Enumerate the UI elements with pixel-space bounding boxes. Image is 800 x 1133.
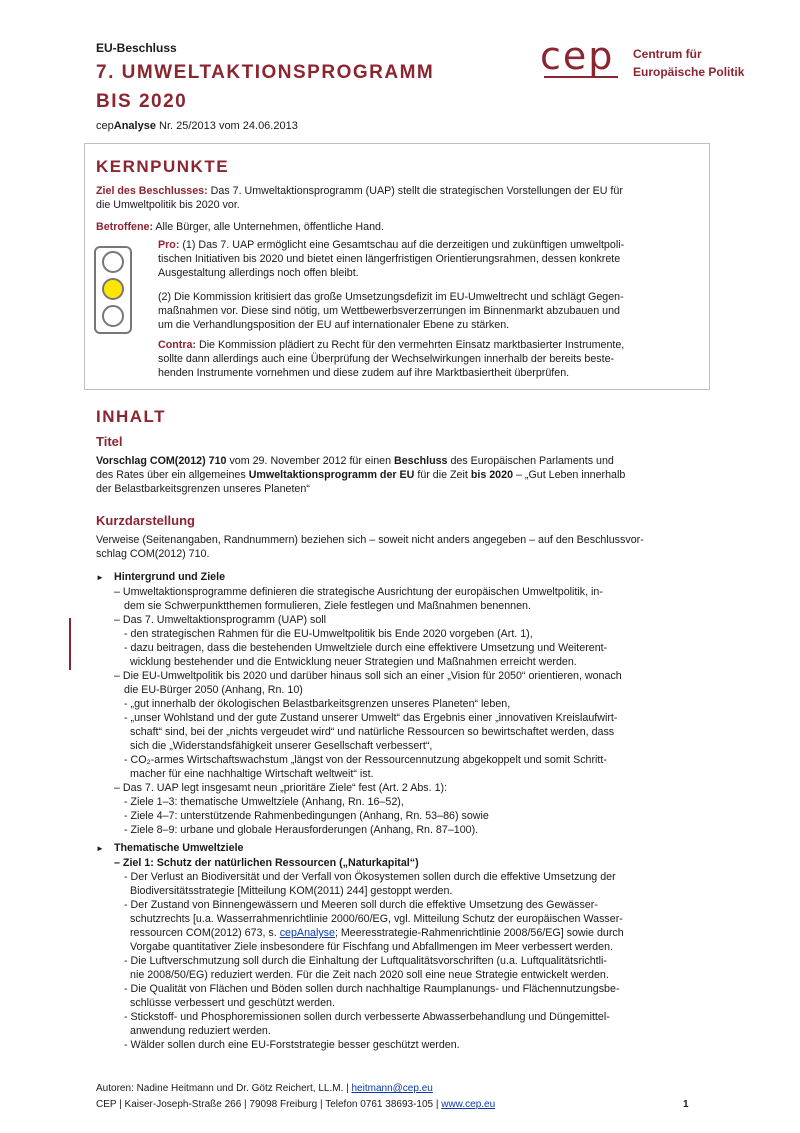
cep-analyse-link[interactable]: cepAnalyse [279,927,335,939]
author-email-link[interactable]: heitmann@cep.eu [351,1083,433,1094]
document-title-line1: 7. UMWELTAKTIONSPROGRAMM [96,62,435,83]
pro-paragraph-2: (2) Die Kommission kritisiert das große Umsetzungsdefizit im EU-Umweltrecht und schlägt Gegen- maßnahmen vor. Diese sind nötig, um Wettbewerbsverzerrungen im Binnenmarkt abzubauen und um die Verhandlungsposition der EU auf internationaler Ebene zu stärken. [158,291,624,331]
titel-paragraph: Vorschlag COM(2012) 710 vom 29. November 2012 für einen Beschluss des Europäischen Parlaments und des Rates über ein allgemeines Umweltaktionsprogramm der EU für die Zeit bis 2020 – „Gut Leben innerhalb der Belastbarkeitsgrenzen unseres Planeten“ [96,455,626,495]
page-number: 1 [683,1099,689,1110]
kurzdarstellung-heading: Kurzdarstellung [96,513,195,528]
website-link[interactable]: www.cep.eu [441,1099,496,1110]
cep-organization-name: Centrum für Europäische Politik [633,47,745,79]
document-title-line2: BIS 2020 [96,91,188,112]
hintergrund-section: ► Hintergrund und Ziele – Umweltaktionsprogramme definieren die strategische Ausrichtung der europäischen Umweltpolitik, in- dem sie Schwerpunktthemen formulieren, Ziele festlegen und Maßnahmen benennen. – Das 7. Umweltaktionsprogramm (UAP) soll - den strategischen Rahmen für die EU-Umweltpolitik bis Ende 2020 vorgeben (Art. 1), - dazu beitragen, dass die bestehenden Umweltziele durch eine effektivere Umsetzung und Weiterent- wicklung bestehender und die Entwicklung neuer Strategien und Maßnahmen erreicht werden. – Die EU-Umweltpolitik bis 2020 und darüber hinaus soll sich an einer „Vision für 2050“ orientieren, wonach die EU-Bürger 2050 (Anhang, Rn. 10) - „gut innerhalb der ökologischen Belastbarkeitsgrenzen unseres Planeten“ leben, - „unser Wohlstand und der gute Zustand unserer Umwelt“ das Ergebnis einer „innovativen Kreislaufwirt- schaft“ sind, bei der „nichts vergeudet wird“ und natürliche Ressourcen so bewirtschaftet werden, dass sich die „Widerstandsfähigkeit unserer Gesellschaft verbessert“, - CO₂-armes Wirtschaftswachstum „längst von der Ressourcennutzung abgekoppelt und somit Schritt- macher für eine nachhaltige Wirtschaft weltweit“ ist. – Das 7. UAP legt insgesamt neun „prioritäre Ziele“ fest (Art. 2 Abs. 1): - Ziele 1–3: thematische Umweltziele (Anhang, Rn. 16–52), - Ziele 4–7: unterstützende Rahmenbedingungen (Anhang, Rn. 53–86) sowie - Ziele 8–9: urbane und globale Herausforderungen (Anhang, Rn. 87–100). ► Thematische Umweltziele – Ziel 1: Schutz der natürlichen Ressourcen („Naturkapital“) - Der Verlust an Biodiversität und der Verfall von Ökosystemen sollen durch die effektive Umsetzung der Biodiversitätsstrategie [Mitteilung KOM(2011) 244] gestoppt werden. - Der Zustand von Binnengewässern und Meeren soll durch die effektive Umsetzung des Gewässer- schutzrechts [u.a. Wasserrahmenrichtlinie 2000/60/EG, vgl. Mitteilung Schutz der europäischen Wasser- ressourcen COM(2012) 673, s. cepAnalyse; Meeresstrategie-Rahmenrichtlinie 2008/56/EG] sowie durch Vorgabe quantitativer Ziele insbesondere für Fischfang und Abfallmengen im Meer verbessert werden. - Die Luftverschmutzung soll durch die Einhaltung der Luftqualitätsvorschriften (u.a. Luftqualitätsrichtli- nie 2008/50/EG) reduziert werden. Für die Zeit nach 2020 soll eine neue Strategie entwickelt werden. - Die Qualität von Flächen und Böden sollen durch nachhaltige Raumplanungs- und Flächennutzungsbe- schlüsse verbessert und geschützt werden. - Stickstoff- und Phosphoremissionen sollen durch verbesserte Abwasserbehandlung und Düngemittel- anwendung reduziert werden. - Wälder sollen durch eine EU-Forststrategie besser geschützt werden. [96,571,624,1051]
document-type: EU-Beschluss [96,41,177,55]
betroffene-paragraph: Betroffene: Alle Bürger, alle Unternehmen, öffentliche Hand. [96,221,384,233]
titel-heading: Titel [96,434,123,449]
footer-authors: Autoren: Nadine Heitmann und Dr. Götz Reichert, LL.M. | heitmann@cep.eu [96,1083,433,1094]
cep-logo: cep [540,34,618,78]
change-marker-bar [69,618,71,670]
inhalt-heading: INHALT [96,407,167,426]
traffic-light-icon [94,246,132,334]
contra-paragraph: Contra: Die Kommission plädiert zu Recht für den vermehrten Einsatz marktbasierter Instrumente, sollte dann allerdings auch eine Überprüfung der Wechselwirkungen innerhalb der bereits beste- henden Instrumente vornehmen und diese zudem auf ihre Marktbasiertheit überprüfen. [158,339,625,379]
traffic-light-top-lamp [102,251,124,273]
footer-address: CEP | Kaiser-Joseph-Straße 266 | 79098 Freiburg | Telefon 0761 38693-105 | www.cep.eu [96,1099,496,1110]
kernpunkte-heading: KERNPUNKTE [96,157,230,176]
kurzdarstellung-note: Verweise (Seitenangaben, Randnummern) beziehen sich – soweit nicht anders angegeben – auf den Beschlussvor- schlag COM(2012) 710. [96,534,644,560]
analyse-number: cepAnalyse Nr. 25/2013 vom 24.06.2013 [96,120,298,132]
traffic-light-bottom-lamp [102,305,124,327]
pro-paragraph-1: Pro: (1) Das 7. UAP ermöglicht eine Gesamtschau auf die derzeitigen und zukünftigen umweltpoli- tischen Initiativen bis 2020 und bietet einen längerfristigen Orientierungsrahmen, dessen konkrete Ausgestaltung allerdings noch offen bleibt. [158,239,625,279]
ziel-paragraph: Ziel des Beschlusses: Das 7. Umweltaktionsprogramm (UAP) stellt die strategischen Vorstellungen der EU für die Umweltpolitik bis 2020 vor. [96,185,623,211]
traffic-light-yellow-lamp [102,278,124,300]
